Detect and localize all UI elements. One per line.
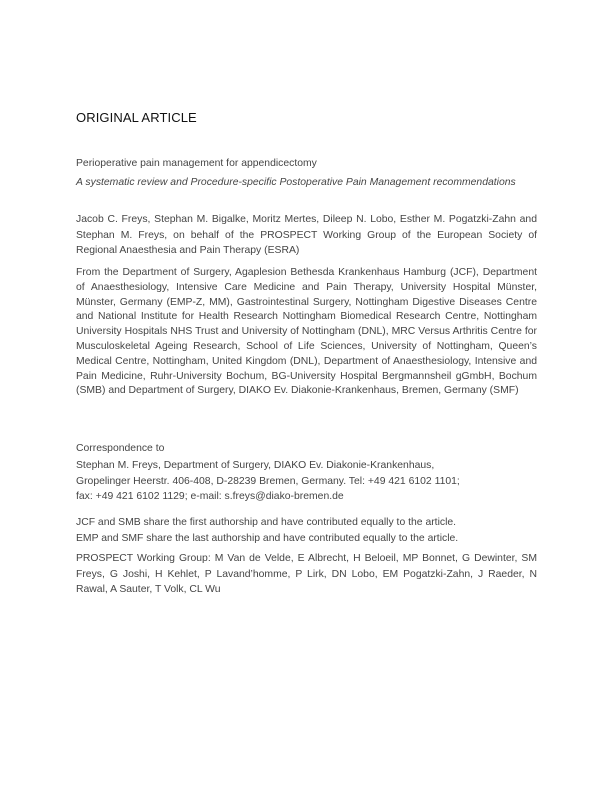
affiliations: From the Department of Surgery, Agaplesion Bethesda Krankenhaus Hamburg (JCF), Department of Anaesthesiology, Intensive Care Medicine and Pain Therapy, University Hospital Münster, Münster, Germany (EMP-Z, MM), Gastrointestinal Surgery, Nottingham Digestive Diseases Centre and National Institute for Health Research Nottingham Biomedical Research Centre, Nottingham University Hospitals NHS Trust and University of Nottingham (DNL), MRC Versus Arthritis Centre for Musculoskeletal Ageing Research, School of Life Sciences, University of Nottingham, Queen’s Medical Centre, Nottingham, United Kingdom (DNL), Department of Anaesthesiology, Intensive and Pain Medicine, Ruhr-University Bochum, BG-University Hospital Bergmannsheil gGmbH, Bochum (SMB) and Department of Surgery, DIAKO Ev. Diakonie-Krankenhaus, Bremen, Germany (SMF) [76,267,537,397]
author-list: Jacob C. Freys, Stephan M. Bigalke, Moritz Mertes, Dileep N. Lobo, Esther M. Pogatzki-Zahn and Stephan M. Freys, on behalf of the PROSPECT Working Group of the European Society of Regional Anaesthesia and Pain Therapy (ESRA) [76,214,537,257]
authorship-note-line: JCF and SMB share the first authorship and have contributed equally to the article. [76,517,457,528]
working-group-list: PROSPECT Working Group: M Van de Velde, E Albrecht, H Beloeil, MP Bonnet, G Dewinter, SM Freys, G Joshi, H Kehlet, P Lavand’homme, P Lirk, DN Lobo, EM Pogatzki-Zahn, J Raeder, N Rawal, A Sauter, T Volk, CL Wu [76,553,537,596]
authorship-note-line: EMP and SMF share the last authorship and have contributed equally to the article. [76,532,459,544]
correspondence-label: Correspondence to [76,443,165,454]
article-subtitle: A systematic review and Procedure-specific Postoperative Pain Management recommendations [76,177,516,188]
correspondence-details [76,458,537,505]
correspondence-line: fax: +49 421 6102 1129; e-mail: s.freys@diako-bremen.de [76,491,344,503]
article-title: Perioperative pain management for appendicectomy [76,158,317,169]
correspondence-line: Gropelinger Heerstr. 406-408, D-28239 Bremen, Germany. Tel: +49 421 6102 1101; [76,475,460,487]
article-type-heading: ORIGINAL ARTICLE [76,110,197,125]
correspondence-line: Stephan M. Freys, Department of Surgery, DIAKO Ev. Diakonie-Krankenhaus, [76,460,435,471]
authorship-note [76,515,537,546]
